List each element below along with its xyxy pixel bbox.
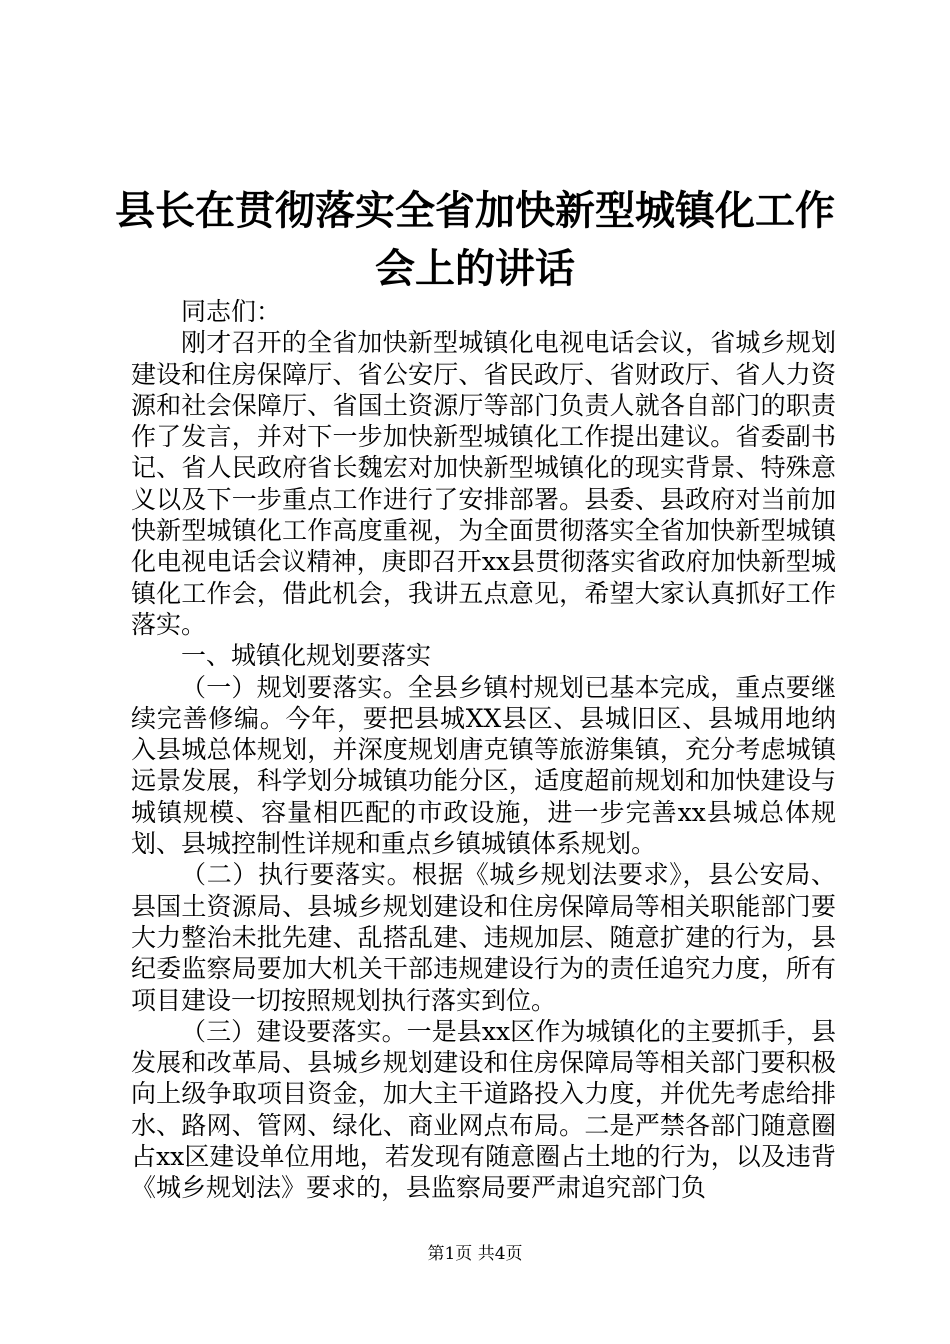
salutation-paragraph: 同志们： [181,297,282,326]
page-number-footer: 第1页 共4页 [427,1244,523,1264]
body-paragraph: （三）建设要落实。一是县xx区作为城镇化的主要抓手，县发展和改革局、县城乡规划建设和住房保障局等相关部门要积极向上级争取项目资金，加大主干道路投入力度，并优先考虑给排水、路网、管网、绿化、商业网点布局。二是严禁各部门随意圈占xx区建设单位用地，若发现有随意圈占土地的行为，以及违背《城乡规划法》要求的，县监察局要严肃追究部门负 [131,1016,836,1203]
body-paragraph: （一）规划要落实。全县乡镇村规划已基本完成，重点要继续完善修编。今年，要把县城XX县区、县城旧区、县城用地纳入县城总体规划，并深度规划唐克镇等旅游集镇，充分考虑城镇远景发展，科学划分城镇功能分区，适度超前规划和加快建设与城镇规模、容量相匹配的市政设施，进一步完善xx县城总体规划、县城控制性详规和重点乡镇城镇体系规划。 [131,672,836,859]
section-heading: 一、城镇化规划要落实 [181,641,432,671]
intro-paragraph: 刚才召开的全省加快新型城镇化电视电话会议，省城乡规划建设和住房保障厅、省公安厅、省民政厅、省财政厅、省人力资源和社会保障厅、省国土资源厅等部门负责人就各自部门的职责作了发言，并对下一步加快新型城镇化工作提出建议。省委副书记、省人民政府省长魏宏对加快新型城镇化的现实背景、特殊意义以及下一步重点工作进行了安排部署。县委、县政府对当前加快新型城镇化工作高度重视，为全面贯彻落实全省加快新型城镇化电视电话会议精神，庚即召开xx县贯彻落实省政府加快新型城镇化工作会，借此机会，我讲五点意见，希望大家认真抓好工作落实。 [131,328,836,639]
document-body [131,296,836,1204]
document-title: 县长在贯彻落实全省加快新型城镇化工作会上的讲话 [115,187,835,292]
body-paragraph: （二）执行要落实。根据《城乡规划法要求》，县公安局、县国土资源局、县城乡规划建设和住房保障局等相关职能部门要大力整治未批先建、乱搭乱建、违规加层、随意扩建的行为，县纪委监察局要加大机关干部违规建设行为的责任追究力度，所有项目建设一切按照规划执行落实到位。 [131,860,836,1015]
